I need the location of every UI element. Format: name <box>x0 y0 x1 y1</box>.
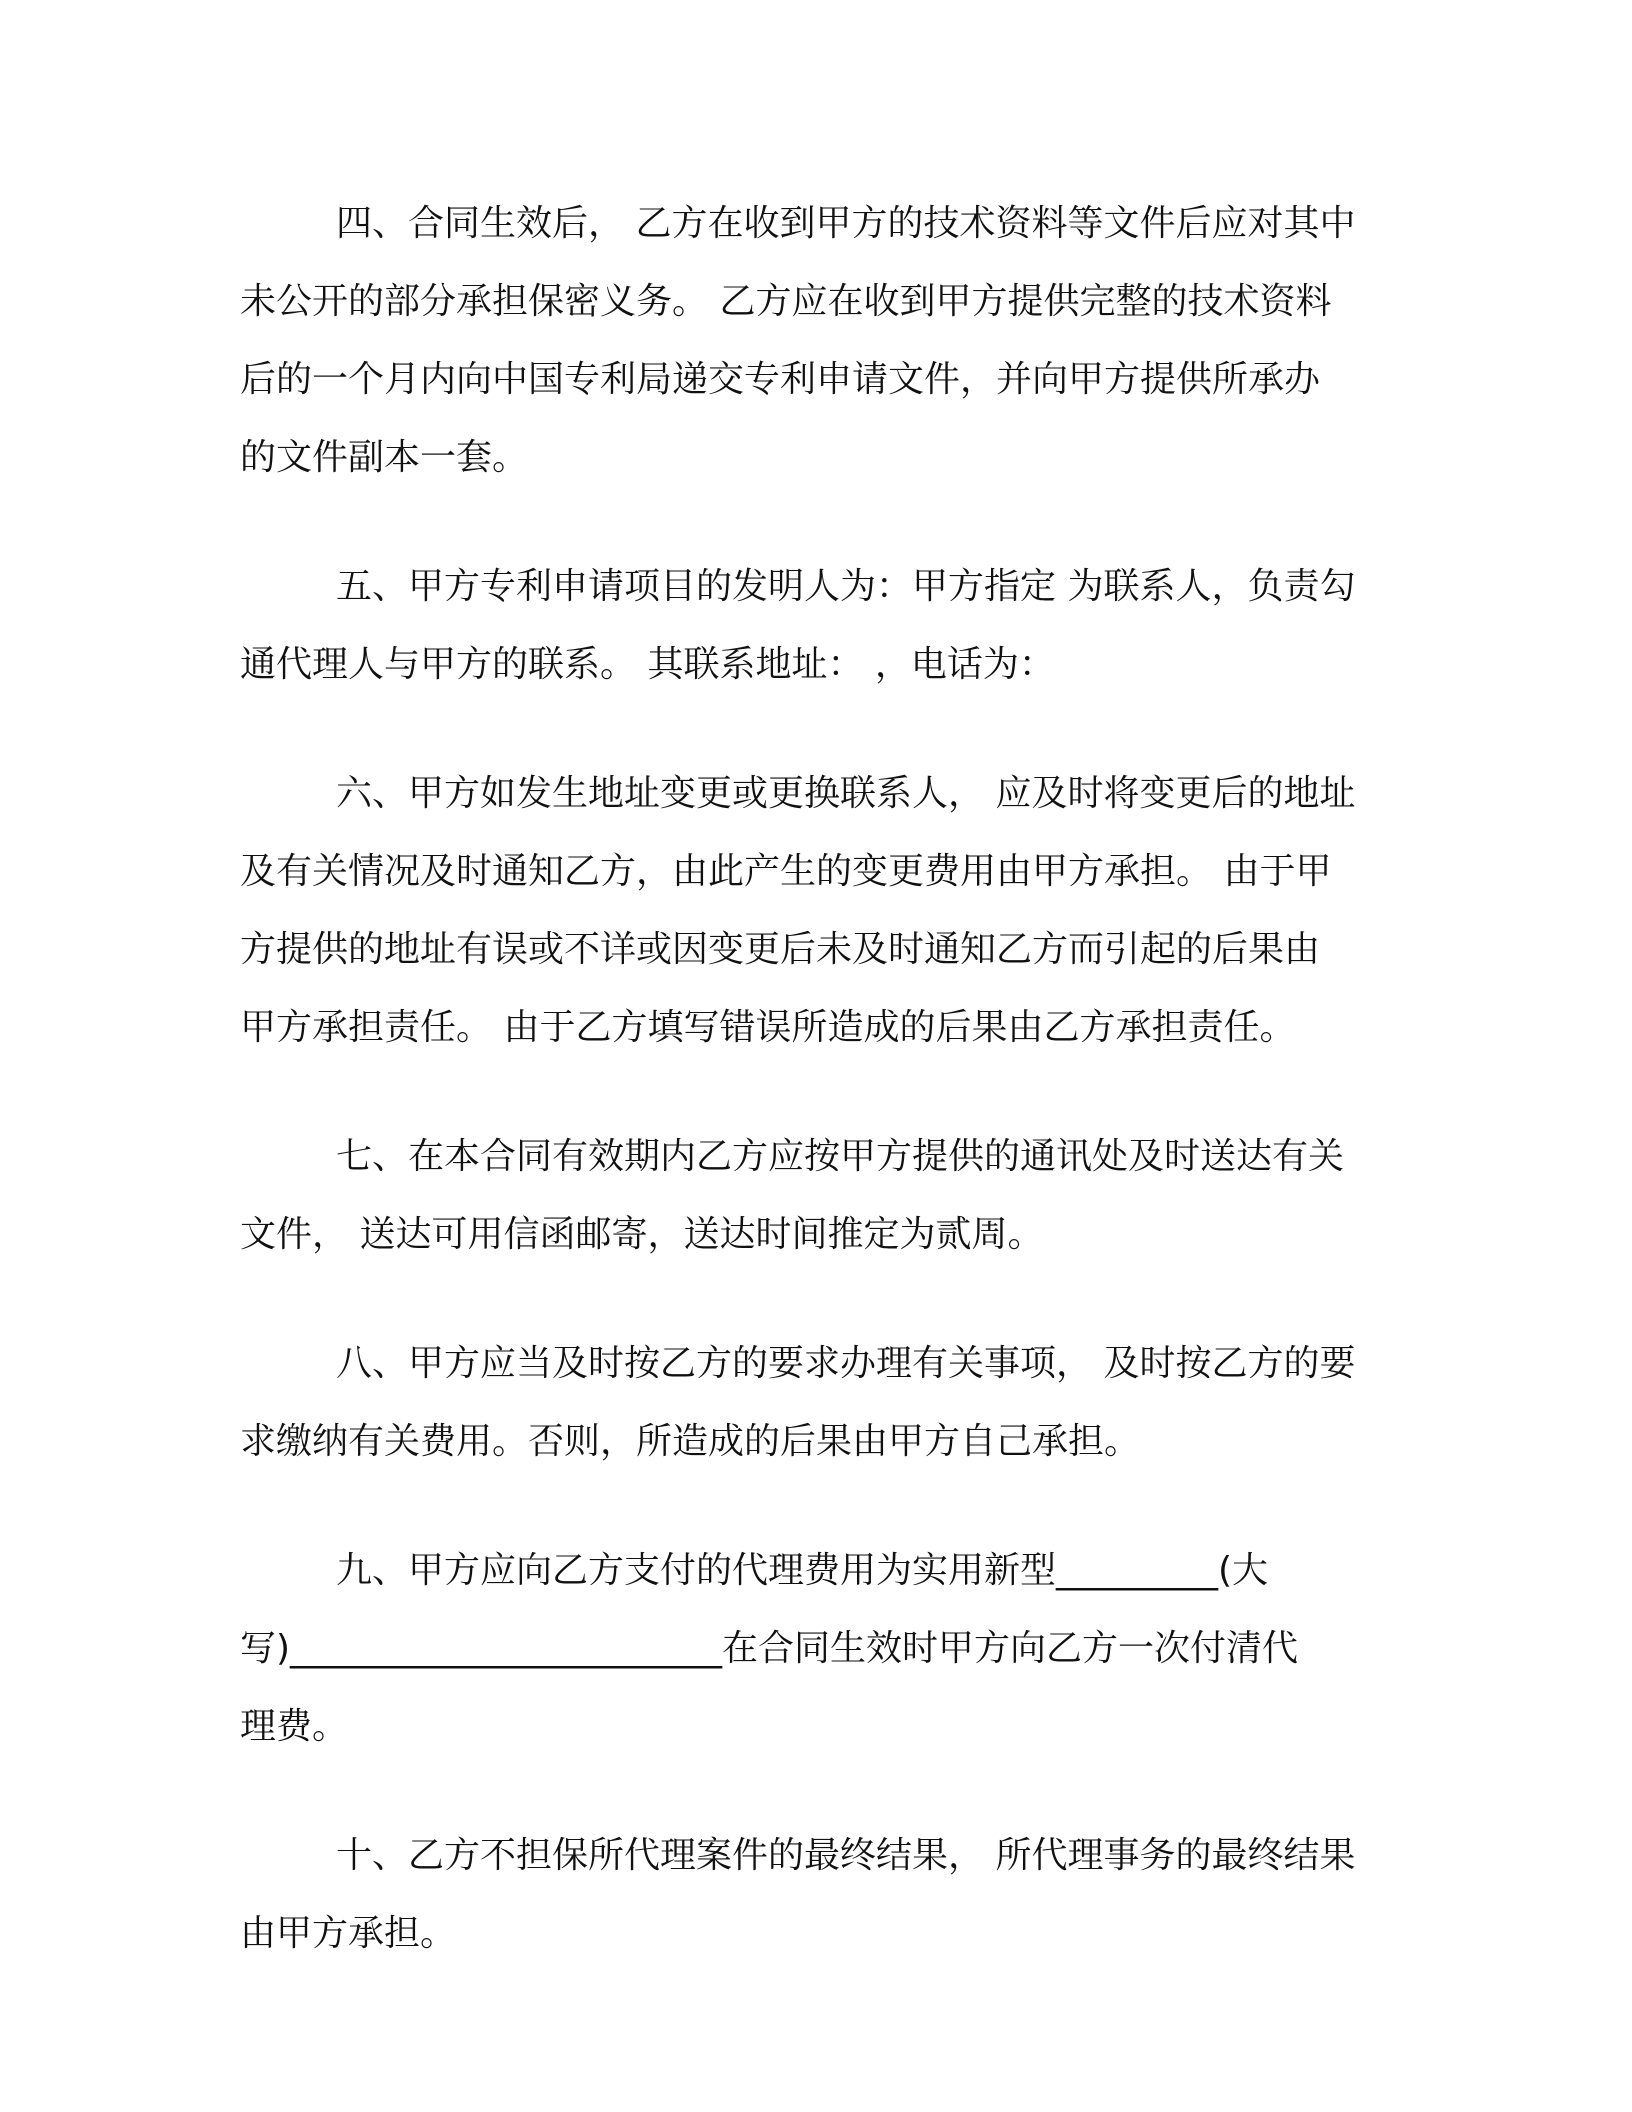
clause-7-paragraph <box>240 1118 1385 1274</box>
paragraph-line: 理费。 <box>240 1706 349 1747</box>
clause-6-paragraph <box>240 755 1385 1067</box>
paragraph-line: 九、甲方应向乙方支付的代理费用为实用新型_________(大 <box>336 1550 1269 1591</box>
paragraph-line: 方提供的地址有误或不详或因变更后未及时通知乙方而引起的后果由 <box>240 929 1321 970</box>
paragraph-line: 八、甲方应当及时按乙方的要求办理有关事项， 及时按乙方的要 <box>336 1343 1356 1384</box>
paragraph-line: 五、甲方专利申请项目的发明人为：甲方指定 为联系人，负责勾 <box>336 566 1356 607</box>
paragraph-line: 写)________________________在合同生效时甲方向乙方一次付清代 <box>240 1628 1299 1669</box>
paragraph-line: 四、合同生效后， 乙方在收到甲方的技术资料等文件后应对其中 <box>336 203 1356 244</box>
paragraph-line: 七、在本合同有效期内乙方应按甲方提供的通讯处及时送达有关 <box>336 1136 1345 1177</box>
clause-4-paragraph <box>240 185 1385 497</box>
paragraph-line: 及有关情况及时通知乙方，由此产生的变更费用由甲方承担。 由于甲 <box>240 851 1332 892</box>
document-page <box>240 185 1385 2024</box>
paragraph-line: 十、乙方不担保所代理案件的最终结果， 所代理事务的最终结果 <box>336 1835 1356 1876</box>
paragraph-line: 文件， 送达可用信函邮寄，送达时间推定为贰周。 <box>240 1214 1044 1255</box>
paragraph-line: 后的一个月内向中国专利局递交专利申请文件，并向甲方提供所承办 <box>240 359 1321 400</box>
clause-10-paragraph <box>240 1817 1385 1973</box>
clause-5-paragraph <box>240 548 1385 704</box>
clause-8-paragraph <box>240 1325 1385 1481</box>
paragraph-line: 求缴纳有关费用。否则，所造成的后果由甲方自己承担。 <box>240 1421 1141 1462</box>
paragraph-line: 六、甲方如发生地址变更或更换联系人， 应及时将变更后的地址 <box>336 773 1356 814</box>
paragraph-line: 通代理人与甲方的联系。 其联系地址： ，电话为： <box>240 644 1055 685</box>
paragraph-line: 未公开的部分承担保密义务。 乙方应在收到甲方提供完整的技术资料 <box>240 281 1332 322</box>
paragraph-line: 甲方承担责任。 由于乙方填写错误所造成的后果由乙方承担责任。 <box>240 1007 1296 1048</box>
paragraph-line: 由甲方承担。 <box>240 1913 457 1954</box>
clause-9-paragraph <box>240 1532 1385 1766</box>
paragraph-line: 的文件副本一套。 <box>240 437 529 478</box>
